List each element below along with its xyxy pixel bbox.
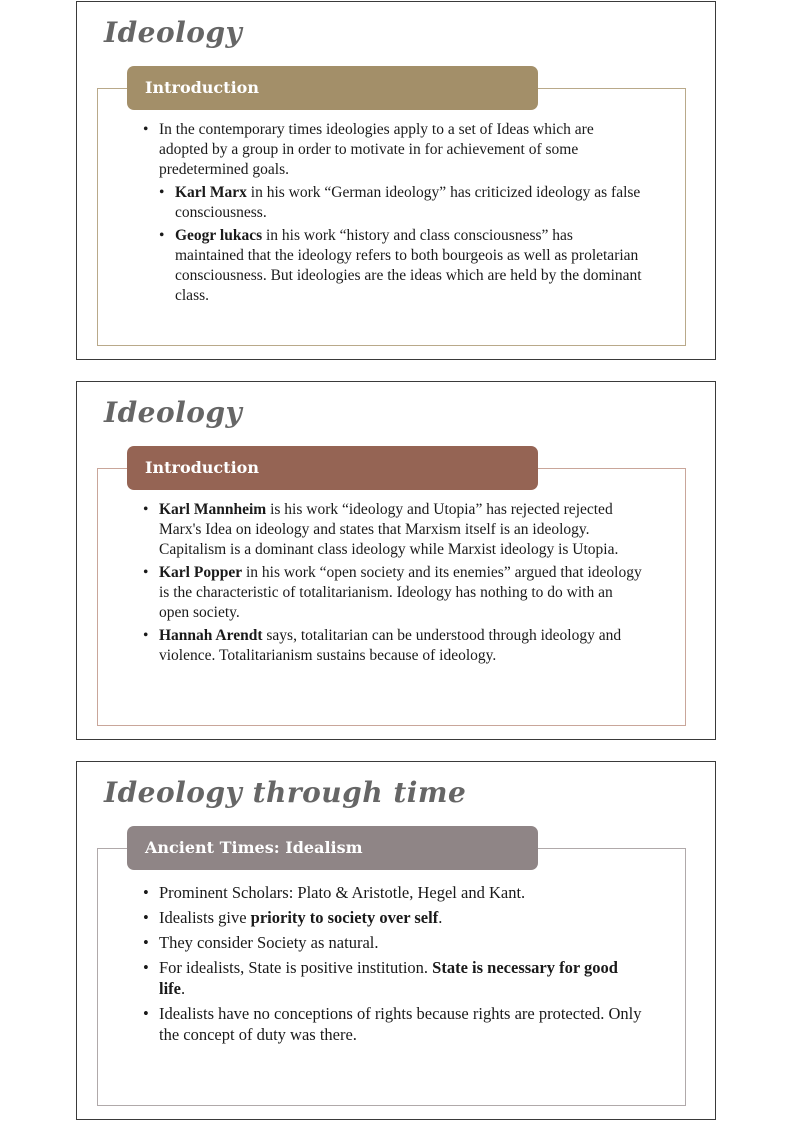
slide-1 bbox=[76, 1, 716, 360]
bullet-list bbox=[143, 882, 643, 1049]
slide-2 bbox=[76, 381, 716, 740]
section-header: Ancient Times: Idealism bbox=[127, 826, 538, 870]
sub-bullet-list bbox=[159, 183, 643, 306]
list-item: • Hannah Arendt says, totalitarian can be understood through ideology and violence. Totalitarianism sustains because of ideology. bbox=[143, 626, 643, 666]
list-item: • Geogr lukacs in his work “history and class consciousness” has maintained that the ideology refers to both bourgeois as well as proletarian consciousness. But ideologies are the ideas which are held by the dominant class. bbox=[159, 226, 643, 306]
slide-3 bbox=[76, 761, 716, 1120]
list-item: • Idealists have no conceptions of rights because rights are protected. Only the concept of duty was there. bbox=[143, 1003, 643, 1045]
list-item: • Prominent Scholars: Plato & Aristotle, Hegel and Kant. bbox=[143, 882, 643, 903]
slide-title: Ideology bbox=[104, 16, 243, 49]
bullet-list bbox=[143, 120, 643, 309]
section-header: Introduction bbox=[127, 66, 538, 110]
section-header: Introduction bbox=[127, 446, 538, 490]
list-item: • They consider Society as natural. bbox=[143, 932, 643, 953]
list-item: • Karl Marx in his work “German ideology” has criticized ideology as false consciousness. bbox=[159, 183, 643, 223]
list-item: • Karl Popper in his work “open society and its enemies” argued that ideology is the characteristic of totalitarianism. Ideology has nothing to do with an open society. bbox=[143, 563, 643, 623]
list-item: • In the contemporary times ideologies apply to a set of Ideas which are adopted by a group in order to motivate in for achievement of some predetermined goals. • Karl Marx in his work “German ideology” has criticized ideology as false consciousness. • Geogr lukacs in his work “history and class consciousness” has maintained that the ideology refers to both bourgeois as well as proletarian consciousness. But ideologies are the ideas which are held by the dominant class. bbox=[143, 120, 643, 306]
list-item: • Idealists give priority to society over self. bbox=[143, 907, 643, 928]
list-item: • Karl Mannheim is his work “ideology and Utopia” has rejected rejected Marx's Idea on ideology and states that Marxism itself is an ideology. Capitalism is a dominant class ideology while Marxist ideology is Utopia. bbox=[143, 500, 643, 560]
list-item: • For idealists, State is positive institution. State is necessary for good life. bbox=[143, 957, 643, 999]
bullet-list bbox=[143, 500, 643, 669]
slide-title: Ideology bbox=[104, 396, 243, 429]
slide-title: Ideology through time bbox=[104, 776, 467, 809]
